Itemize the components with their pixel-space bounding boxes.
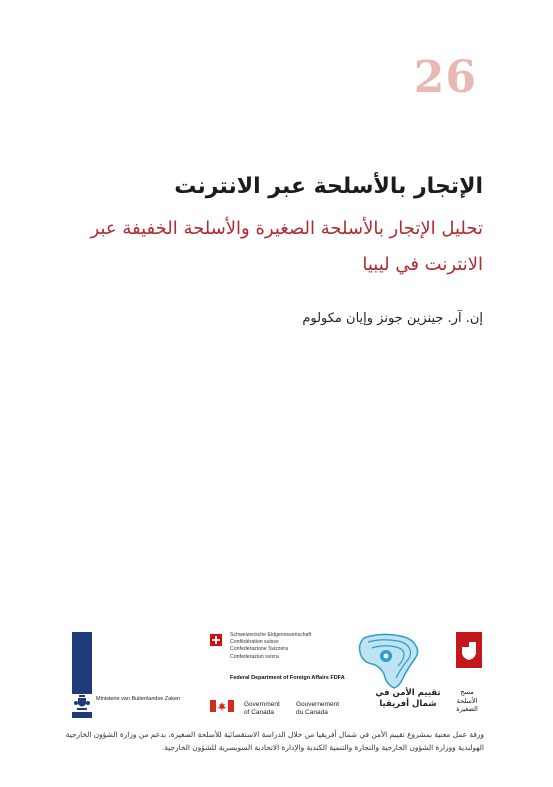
africa-map-logo-icon [350,630,430,692]
page-subtitle: تحليل الإتجار بالأسلحة الصغيرة والأسلحة الخفيفة عبر الانترنت في ليبيا [90,218,483,275]
canada-en-line1: Government [244,701,280,708]
swiss-flag-icon [210,634,222,646]
north-africa-assessment-caption [372,688,444,710]
canada-fr-line2: du Canada [296,708,328,716]
funding-footnote: ورقة عمل معنية بمشروع تقييم الأمن في شمال أفريقيا من خلال الدراسة الاستقصائية للأسلحة الصغيرة، بدعم من وزارة الشؤون الخارجية الهولندية ووزارة الشؤون الخارجية والتجارة والتنمية الكندية والإدارة الاتحادية السويسرية للشؤون الخارجية. [65,730,484,752]
sas-line3: الصغيرة [456,705,478,713]
canada-name-fr [296,701,339,716]
swiss-department-name: Federal Department of Foreign Affairs FDFA [230,675,345,681]
swiss-name-de: Schweizerische Eidgenossenschaft [230,632,312,638]
working-paper-number: 26 [413,52,477,103]
canada-en-line2: of Canada [244,708,274,716]
canada-flag-icon [210,700,234,712]
sas-line1: مسح [460,688,474,696]
small-arms-survey-logo [456,632,482,668]
small-arms-survey-caption [440,688,494,714]
swiss-name-it: Confederazione Svizzera [230,646,288,653]
netherlands-ministry-name: Ministerie van Buitenlandse Zaken [96,696,181,702]
north-africa-line1: تقييم الأمن في [375,688,441,698]
swiss-name-fr: Confédération suisse [230,639,279,646]
sas-line2: الأسلحة [456,696,478,705]
small-arms-survey-mark-icon [456,632,482,668]
page-title: الإتجار بالأسلحة عبر الانترنت [174,174,483,199]
authors: إن. آر. جينزين جونز وإيان مكولوم [302,311,483,326]
swiss-confederation-names [230,632,311,661]
swiss-name-rm: Confederaziun svizra [230,653,279,660]
netherlands-coat-of-arms-icon [72,694,92,712]
north-africa-line2: شمال أفريقيا [379,699,437,709]
canada-fr-line1: Gouvernement [296,701,339,708]
canada-name-en [244,701,280,716]
